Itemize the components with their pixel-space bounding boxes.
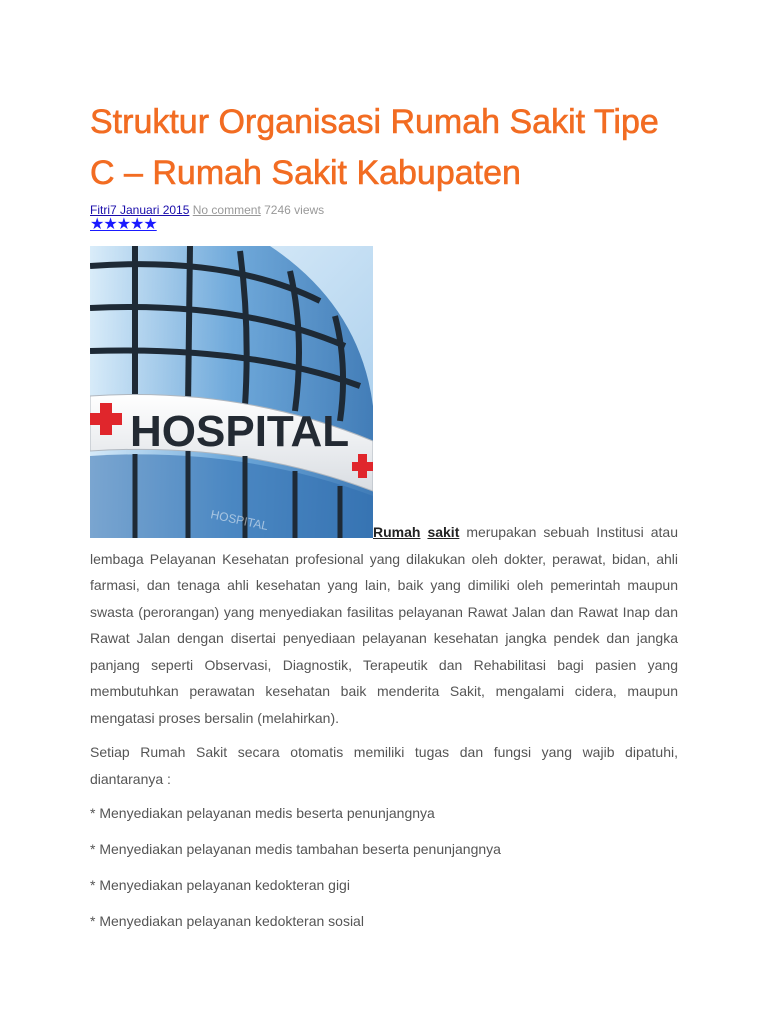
- comment-link[interactable]: No comment: [192, 203, 261, 217]
- list-item: * Menyediakan pelayanan medis beserta penunjangnya: [90, 805, 435, 821]
- sakit-link[interactable]: sakit: [427, 524, 460, 540]
- article-body: [90, 519, 678, 800]
- list-item: * Menyediakan pelayanan kedokteran gigi: [90, 877, 350, 893]
- paragraph-1: [90, 519, 678, 731]
- article-title: Struktur Organisasi Rumah Sakit Tipe C – Rumah Sakit Kabupaten: [90, 103, 659, 192]
- list-item: * Menyediakan pelayanan kedokteran sosial: [90, 913, 364, 929]
- paragraph-2: Setiap Rumah Sakit secara otomatis memiliki tugas dan fungsi yang wajib dipatuhi, diantaranya :: [90, 744, 678, 787]
- rumah-link[interactable]: Rumah: [373, 524, 421, 540]
- list-item: * Menyediakan pelayanan medis tambahan beserta penunjangnya: [90, 841, 501, 857]
- date-link[interactable]: 7 Januari 2015: [110, 203, 190, 217]
- star-rating[interactable]: ★★★★★: [90, 216, 157, 233]
- hospital-sign-text: HOSPITAL: [130, 407, 350, 456]
- view-count: 7246 views: [264, 203, 325, 217]
- author-link[interactable]: Fitri: [90, 203, 110, 217]
- reflection-text: HOSPITAL: [209, 507, 270, 534]
- hospital-image: [90, 246, 373, 538]
- paragraph-1-text: merupakan sebuah Institusi atau lembaga Pelayanan Kesehatan profesional yang dilakukan oleh dokter, perawat, bidan, ahli farmasi, dan tenaga ahli kesehatan yang lain, baik yang dimiliki oleh pemerintah maupun swasta (perorangan) yang menyediakan fasilitas pelayanan Rawat Jalan dan Rawat Inap dan Rawat Jalan dengan disertai penyediaan pelayanan kesehatan jangka pendek dan jangka panjang seperti Observasi, Diagnostik, Terapeutik dan Rehabilitasi bagi pasien yang membutuhkan perawatan kesehatan baik menderita Sakit, mengalami cidera, maupun mengatasi proses bersalin (melahirkan).: [90, 524, 679, 726]
- hospital-illustration: [90, 246, 373, 538]
